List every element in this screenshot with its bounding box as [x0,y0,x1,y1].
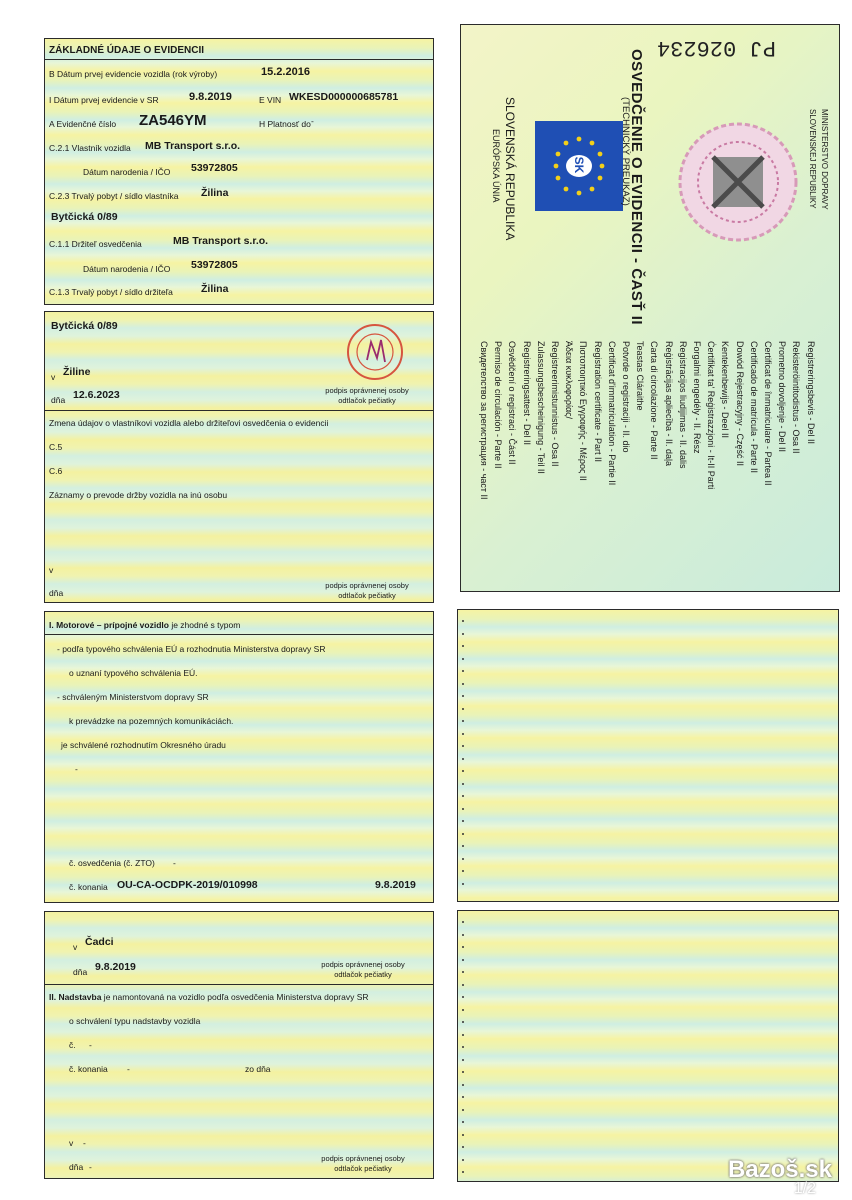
translation-line: Zulassungsbescheinigung - Teil II [535,341,546,474]
card3-zto [69,858,429,868]
card2-dna-label: dňa [51,395,66,405]
official-stamp-icon [343,320,407,384]
field-b [49,66,429,79]
margin-dot [462,758,464,760]
field-b-value: 15.2.2016 [261,66,310,78]
translation-line: Registration certificate - Part II [592,341,603,463]
card2-c6: C.6 [49,466,63,476]
field-c11-label: C.1.1 Držiteľ osvedčenia [49,239,142,249]
card4-sign2-label: podpis oprávnenej osoby [321,1154,405,1163]
field-c23-value2: Bytčická 0/89 [51,211,118,223]
field-b-label: B Dátum prvej evidencie vozidla (rok výroby) [49,69,218,79]
card4-line2: o schválení typu nadstavby vozidla [69,1016,201,1026]
margin-dot [462,783,464,785]
document-subtitle: (TECHNICKÝ PREUKAZ) [620,97,631,206]
field-c23 [49,187,429,201]
card2-v-value: Žiline [63,366,91,378]
margin-dot [462,1009,464,1011]
translation-line: Πιστοποιητικό Εγγραφής - Μέρος II [578,341,589,481]
margin-dot [462,808,464,810]
field-e-value: WKESD000000685781 [289,91,399,103]
card2-transfer: Záznamy o prevode držby vozidla na inú osobu [49,490,228,500]
field-c21-birth-label: Dátum narodenia / IČO [83,167,171,177]
translation-line: Permiso de circulación - Parte II [493,341,504,469]
margin-dot [462,1059,464,1061]
margin-dot [462,633,464,635]
margin-dot [462,795,464,797]
translation-line: Osvědčení o registraci - Část II [507,341,518,465]
card4-dna2-label: dňa [69,1162,84,1172]
card3-zto-label: č. osvedčenia (č. ZTO) [69,858,155,868]
margin-dot [462,858,464,860]
field-i-value: 9.8.2019 [189,91,232,103]
field-c13-value: Žilina [201,283,229,295]
margin-dot [462,1134,464,1136]
card2-c5: C.5 [49,442,63,452]
field-a-value: ZA546YM [139,112,207,129]
ministry-line1: MINISTERSTVO DOPRAVY [820,109,829,210]
field-c21-label: C.2.1 Vlastník vozidla [49,143,131,153]
card4-place2 [69,1138,429,1148]
translation-line: Kentekenbewijs - Deel II [720,341,731,439]
document-title: OSVEDČENIE O EVIDENCII - ČASŤ II [628,49,645,326]
translation-line: Registracijos liudijimas - II. dalis [677,341,688,469]
card4-c-label: č. [69,1040,76,1050]
margin-dot [462,1084,464,1086]
margin-dot [462,833,464,835]
card4-v2-label: v [69,1138,74,1148]
field-c21 [49,140,429,153]
margin-dot [462,845,464,847]
field-c23-label: C.2.3 Trvalý pobyt / sídlo vlastníka [49,191,179,201]
card3-konania [69,879,429,892]
card-basic-registration-data [44,38,434,305]
translation-line: Άδεια κυκλοφορίας/ [564,341,575,420]
card4-dna2-value: - [89,1162,92,1172]
margin-dot [462,870,464,872]
margin-dot [462,708,464,710]
margin-dot [462,670,464,672]
field-c11-birth-value: 53972805 [191,259,238,271]
translation-line: Certificado de matrícula - Parte II [748,341,759,474]
margin-dot [462,733,464,735]
card3-zto-value: - [173,858,176,868]
field-a [49,112,429,129]
margin-dot [462,620,464,622]
margin-dot [462,1171,464,1173]
margin-dot [462,820,464,822]
margin-dot [462,1034,464,1036]
card3-line4: - schváleným Ministerstvom dopravy SR [57,692,209,702]
eu-flag-icon [535,121,623,211]
field-i [49,91,429,105]
card2-stamp2-label: odtlačok pečiatky [338,591,396,600]
margin-dot [462,1121,464,1123]
card4-konania [69,1064,429,1074]
margin-dot [462,745,464,747]
card4-line1-bold: II. Nadstavba [49,992,102,1002]
card2-address-value: Bytčická 0/89 [51,320,118,332]
card3-line3: o uznaní typového schválenia EÚ. [69,668,198,678]
card4-c-value: - [89,1040,92,1050]
translation-line: Forgalmi engedély - II. Rész [692,341,702,454]
translation-line: Reģistrācijas apliecība - II. daļa [663,341,674,467]
card-bodywork [44,911,434,1179]
card4-line1-rest: je namontovaná na vozidlo podľa osvedčenia Ministerstva dopravy SR [101,992,369,1002]
margin-dot [462,1109,464,1111]
card4-zo-dna: zo dňa [245,1064,271,1074]
translation-line: Teastas Cláraithe [635,341,646,411]
field-c13-label: C.1.3 Trvalý pobyt / sídlo držiteľa [49,287,173,297]
card2-v-label: v [51,372,56,382]
margin-dot [462,720,464,722]
translation-line: Certificat de înmatriculare - Partea II [763,341,773,486]
cover-page [460,24,840,592]
field-c11-birth-label: Dátum narodenia / IČO [83,264,171,274]
margin-dot [462,959,464,961]
card2-change-title: Zmena údajov o vlastníkovi vozidla alebo držiteľovi osvedčenia o evidencii [49,418,329,428]
margin-dot [462,984,464,986]
translation-line: Potvrde o registraciji - II. dio [621,341,631,453]
blank-page-bottom [457,910,839,1182]
field-c13 [49,283,429,297]
translation-line: Rekisteröintitodistus - Osa II [791,341,802,454]
card2-dna2-label: dňa [49,588,64,598]
card3-konania-date: 9.8.2019 [375,879,416,891]
margin-dot [462,695,464,697]
card2-dna-value: 12.6.2023 [73,389,120,401]
margin-dot [462,683,464,685]
card-title: ZÁKLADNÉ ÚDAJE O EVIDENCII [49,45,205,56]
card-vehicle-type-approval [44,611,434,903]
watermark-text: Bazoš.sk [727,1156,832,1183]
card4-v2-value: - [83,1138,86,1148]
field-a-label: A Evidenčné číslo [49,119,117,129]
translation-line: Registreringsbevis - Del II [805,341,816,445]
card-owner-changes [44,311,434,603]
field-i-label: I Dátum prvej evidencie v SR [49,95,159,105]
field-c21-birth-value: 53972805 [191,162,238,174]
card4-sign-label: podpis oprávnenej osoby [321,960,405,969]
ministry-line2: SLOVENSKEJ REPUBLIKY [808,109,817,209]
margin-dot [462,1096,464,1098]
card4-c [69,1040,429,1050]
republic-label: SLOVENSKÁ REPUBLIKA [503,97,517,241]
margin-dot [462,1159,464,1161]
field-h-label: H Platnosť do [259,119,311,129]
translation-line: Registreringsattest - Del II [521,341,532,446]
card4-line1 [49,992,429,1002]
field-c23-value: Žilina [201,187,229,199]
translation-line: Dowód Rejestracyjny - Część II [734,341,745,467]
card4-stamp2-label: odtlačok pečiatky [334,1164,392,1173]
card3-konania-label: č. konania [69,882,108,892]
card4-konania-value: - [127,1064,130,1074]
field-h-value: - [311,116,314,126]
serial-number: PJ 026234 [657,35,776,60]
translation-line: Свидетелство за регистрация - част II [479,341,489,500]
field-c21-value: MB Transport s.r.o. [145,140,241,152]
translation-line: Registreerimistunnistus - Osa II [550,341,560,467]
card3-line5: k prevádzke na pozemných komunikáciách. [69,716,234,726]
card3-line2: - podľa typového schválenia EÚ a rozhodnutia Ministerstva dopravy SR [57,644,326,654]
card4-dna-label: dňa [73,967,88,977]
card3-konania-value: OU-CA-OCDPK-2019/010998 [117,879,258,891]
eu-label: EURÓPSKA ÚNIA [491,129,501,203]
margin-dot [462,645,464,647]
translation-line: Ċertifikat ta' Reġistrazzjoni - It-II Parti [706,341,717,490]
country-code: SK [572,156,586,174]
card4-dna-value: 9.8.2019 [95,961,136,973]
bazos-watermark [728,1156,832,1184]
margin-dot [462,1071,464,1073]
translation-line: Prometno dovoljenje - Del II [777,341,788,453]
margin-dot [462,934,464,936]
field-c11-value: MB Transport s.r.o. [173,235,269,247]
page-indicator: 1/2 [793,1180,816,1197]
translation-line: Certificat d'immatriculation - Partie II [606,341,617,486]
card2-sign2-label: podpis oprávnenej osoby [325,581,409,590]
translation-line: Carta di circolazione - Parte II [649,341,660,460]
margin-dot [462,658,464,660]
margin-dot [462,770,464,772]
margin-dot [462,921,464,923]
card3-line1-bold: I. Motorové – prípojné vozidlo [49,620,169,630]
card2-sign-label: podpis oprávnenej osoby [325,386,409,395]
margin-dot [462,996,464,998]
card3-dash: - [75,764,78,774]
card2-v2-label: v [49,565,54,575]
margin-dot [462,883,464,885]
field-e-label: E VIN [259,95,282,105]
card4-stamp-label: odtlačok pečiatky [334,970,392,979]
margin-dot [462,1021,464,1023]
card4-v-label: v [73,942,78,952]
hologram-rosette-icon [673,117,803,247]
card3-line1-rest: je zhodné s typom [168,620,241,630]
margin-dot [462,971,464,973]
margin-dot [462,1046,464,1048]
card3-line1 [49,620,429,630]
blank-page-top [457,609,839,902]
margin-dot [462,946,464,948]
margin-dot [462,1146,464,1148]
field-c11 [49,235,429,249]
card2-stamp-label: odtlačok pečiatky [338,396,396,405]
card4-konania-label: č. konania [69,1064,108,1074]
card3-line6: je schválené rozhodnutím Okresného úradu [61,740,226,750]
card4-v-value: Čadci [85,936,114,948]
